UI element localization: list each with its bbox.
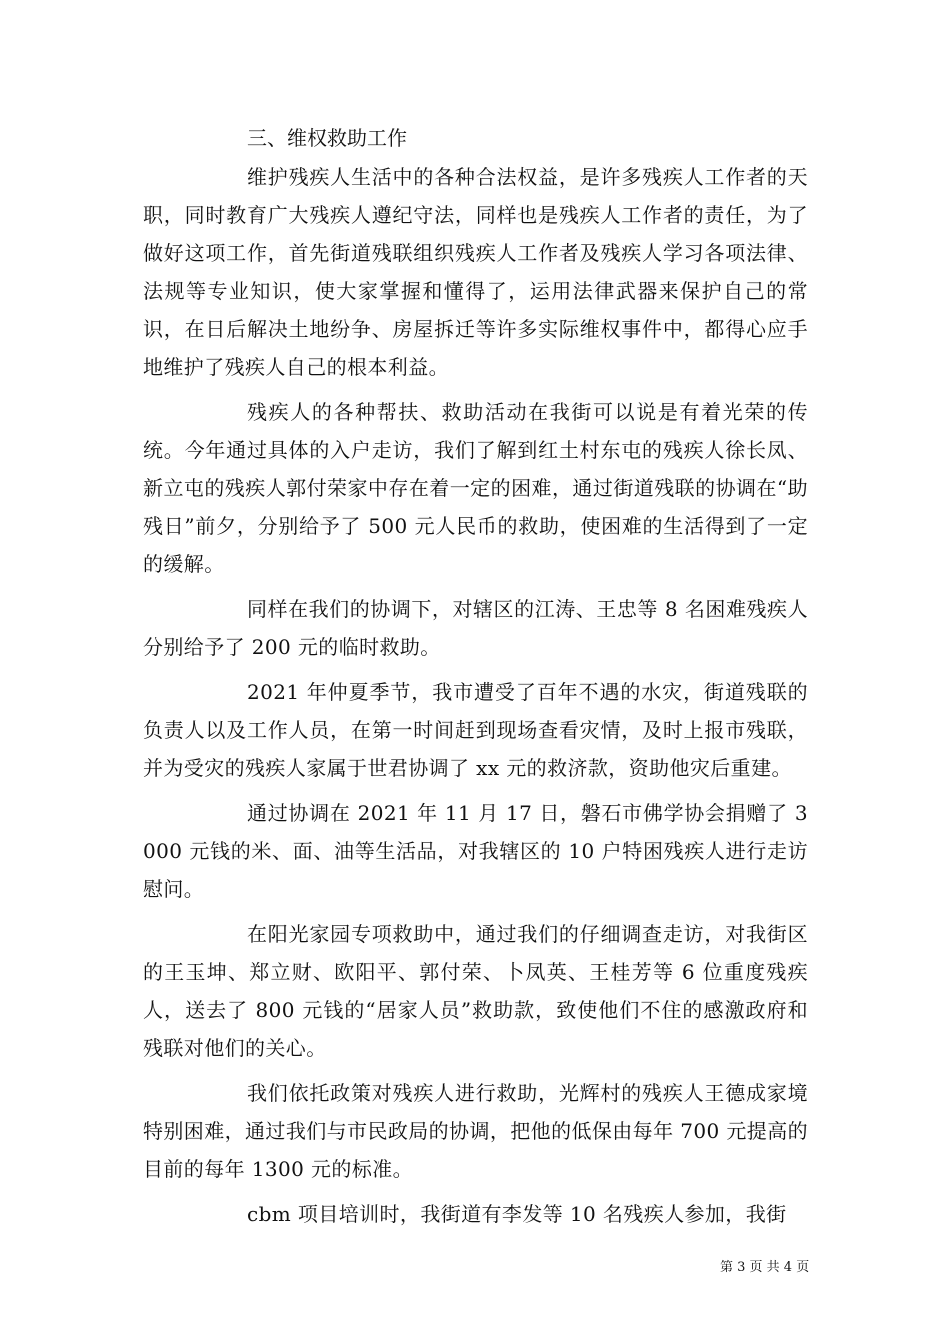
paragraph-assistance-tradition: 残疾人的各种帮扶、救助活动在我街可以说是有着光荣的传统。今年通过具体的入户走访，我们了解到红土村东屯的残疾人徐长凤、新立屯的残疾人郭付荣家中存在着一定的困难，通过街道残联的协调在“助残日”前夕，分别给予了 500 元人民币的救助，使困难的生活得到了一定的缓解。 (143, 400, 808, 576)
paragraph-flood-relief: 2021 年仲夏季节，我市遭受了百年不遇的水灾，街道残联的负责人以及工作人员，在第一时间赶到现场查看灾情，及时上报市残联，并为受灾的残疾人家属于世君协调了 xx 元的救济款，资助他灾后重建。 (143, 680, 808, 780)
section-heading: 三、维权救助工作 (247, 126, 407, 150)
paragraph-sunshine-home: 在阳光家园专项救助中，通过我们的仔细调查走访，对我街区的王玉坤、郑立财、欧阳平、郭付荣、卜凤英、王桂芳等 6 位重度残疾人，送去了 800 元钱的“居家人员”救助款，致使他们不住的感激政府和残联对他们的关心。 (143, 922, 808, 1060)
paragraph-cbm-training: cbm 项目培训时，我街道有李发等 10 名残疾人参加，我街 (247, 1202, 787, 1226)
paragraph-buddhist-donation: 通过协调在 2021 年 11 月 17 日，磐石市佛学协会捐赠了 3000 元钱的米、面、油等生活品，对我辖区的 10 户特困残疾人进行走访慰问。 (143, 801, 808, 901)
paragraph-policy-assistance: 我们依托政策对残疾人进行救助，光辉村的残疾人王德成家境特别困难，通过我们与市民政局的协调，把他的低保由每年 700 元提高的目前的每年 1300 元的标准。 (143, 1081, 808, 1181)
paragraph-temporary-relief: 同样在我们的协调下，对辖区的江涛、王忠等 8 名困难残疾人分别给予了 200 元的临时救助。 (143, 597, 808, 659)
document-body (143, 118, 808, 1233)
paragraph-rights-protection: 维护残疾人生活中的各种合法权益，是许多残疾人工作者的天职，同时教育广大残疾人遵纪守法，同样也是残疾人工作者的责任，为了做好这项工作，首先街道残联组织残疾人工作者及残疾人学习各项法律、法规等专业知识，使大家掌握和懂得了，运用法律武器来保护自己的常识，在日后解决土地纷争、房屋拆迁等许多实际维权事件中，都得心应手地维护了残疾人自己的根本利益。 (143, 165, 808, 379)
page-number-footer: 第 3 页 共 4 页 (720, 1260, 810, 1275)
